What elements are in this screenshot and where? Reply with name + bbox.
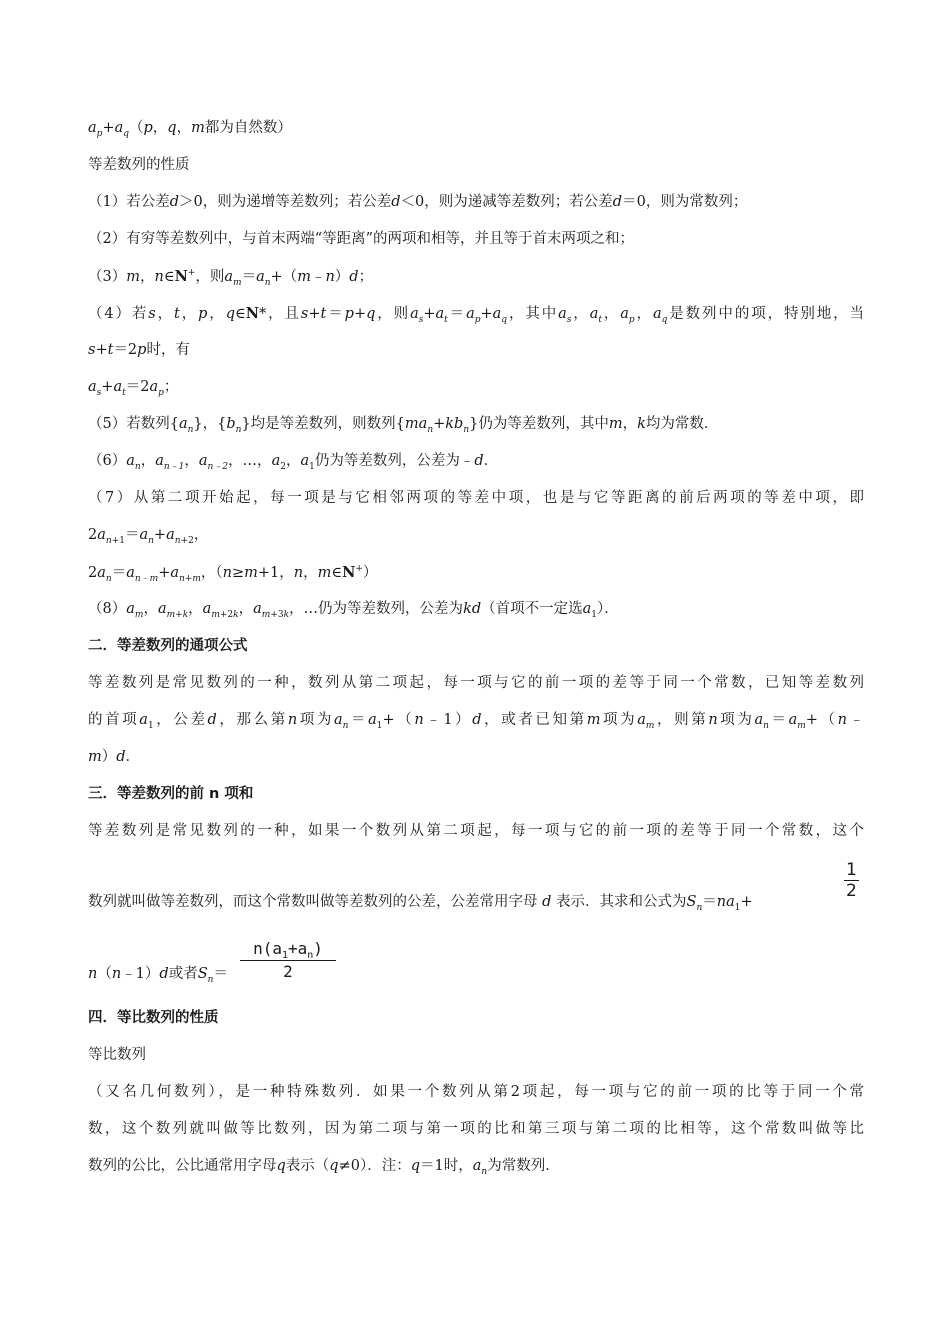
line-7: $a_s+a_t=2a_p$； bbox=[88, 379, 179, 398]
section-3-p1: 等差数列是常见数列的一种，如果一个数列从第二项起，每一项与它的前一项的差等于同一个常数，这个 bbox=[88, 823, 864, 839]
line-9: $(6)a_n$，$a_{n﹣1}$，$a_{n﹣2}$，…，$a_2$，$a_1$仍为等差数列，公差为﹣d． bbox=[88, 453, 499, 472]
line-8: （5）若数列$\{a_n\}$，$\{b_n\}$均是等差数列，则数列$\{ma_n+kb_n\}$仍为等差数列，其中m，k均为常数． bbox=[88, 416, 719, 435]
fraction-half: $\frac{1}{2}$ bbox=[846, 860, 857, 901]
section-3-heading: 三．等差数列的前 n 项和 bbox=[88, 786, 254, 802]
line-6b: s+t＝2p时，有 bbox=[88, 342, 190, 358]
section-3-p2: 数列就叫做等差数列，而这个常数叫做等差数列的公差，公差常用字母 d 表示．其求和公式为$S_n=na_1+$ $\frac{1}{2}$ bbox=[88, 860, 857, 913]
line-10: （7）从第二项开始起，每一项是与它相邻两项的等差中项，也是与它等距离的前后两项的等差中项，即 bbox=[88, 490, 864, 506]
section-4-p2: （又名几何数列），是一种特殊数列．如果一个数列从第2项起，每一项与它的前一项的比等于同一个常 bbox=[88, 1084, 864, 1100]
line-3: （1）若公差d＞0，则为递增等差数列；若公差d＜0，则为递减等差数列；若公差d＝0，则为常数列； bbox=[88, 194, 748, 210]
line-4: （2）有穷等差数列中，与首末两端“等距离”的两项和相等，并且等于首末两项之和； bbox=[88, 231, 635, 247]
line-12: $2a_n=a_{n﹣m}+a_{n+m}$，（n≥m+1，n，m∈N+） bbox=[88, 564, 378, 584]
line-6a: （4）若s，t，p，q∈N*，且s+t＝p+q，则$a_s+a_t=a_p+a_q$，其中$a_s$，$a_t$，$a_p$，$a_q$是数列中的项，特别地，当 bbox=[88, 305, 865, 325]
section-2-p3: m）d． bbox=[88, 749, 141, 765]
line-13: $(8)a_m$，$a_{m+k}$，$a_{m+2k}$，$a_{m+3k}$，…仍为等差数列，公差为kd（首项不一定选$a_1$）． bbox=[88, 601, 619, 620]
section-4-p4: 数列的公比，公比通常用字母q表示（q≠0）．注：q＝1时，$a_n$为常数列． bbox=[88, 1158, 560, 1177]
section-2-p1: 等差数列是常见数列的一种，数列从第二项起，每一项与它的前一项的差等于同一个常数，已知等差数列 bbox=[88, 675, 864, 691]
document-page bbox=[88, 110, 864, 1185]
section-4-heading: 四．等比数列的性质 bbox=[88, 1010, 219, 1026]
section-2-p2: 的首项$a_1$，公差d，那么第n项为$a_n=a_1+(n﹣1)d$，或者已知第m项为$a_m$，则第n项为$a_n=a_m+(n﹣$ bbox=[88, 712, 865, 731]
section-2-heading: 二．等差数列的通项公式 bbox=[88, 638, 248, 654]
line-11: $2a_{n+1}=a_n+a_{n+2}$， bbox=[88, 527, 209, 546]
section-4-p3: 数，这个数列就叫做等比数列，因为第二项与第一项的比和第三项与第二项的比相等，这个常数叫做等比 bbox=[88, 1121, 864, 1137]
line-2: 等差数列的性质 bbox=[88, 157, 190, 173]
line-1: $a_p+a_q(p$，q，m都为自然数） bbox=[88, 120, 292, 139]
line-5: （3）m，n∈N+，则$a_m=a_n+(m﹣n)d$； bbox=[88, 268, 374, 288]
fraction-sum: $\frac{n(a_1+a_n)}{2}$ bbox=[240, 938, 336, 983]
section-3-p3: n（n﹣1）d或者$S_n=$ $\frac{n(a_1+a_n)}{2}$ bbox=[88, 928, 864, 1000]
section-4-p1: 等比数列 bbox=[88, 1047, 146, 1063]
